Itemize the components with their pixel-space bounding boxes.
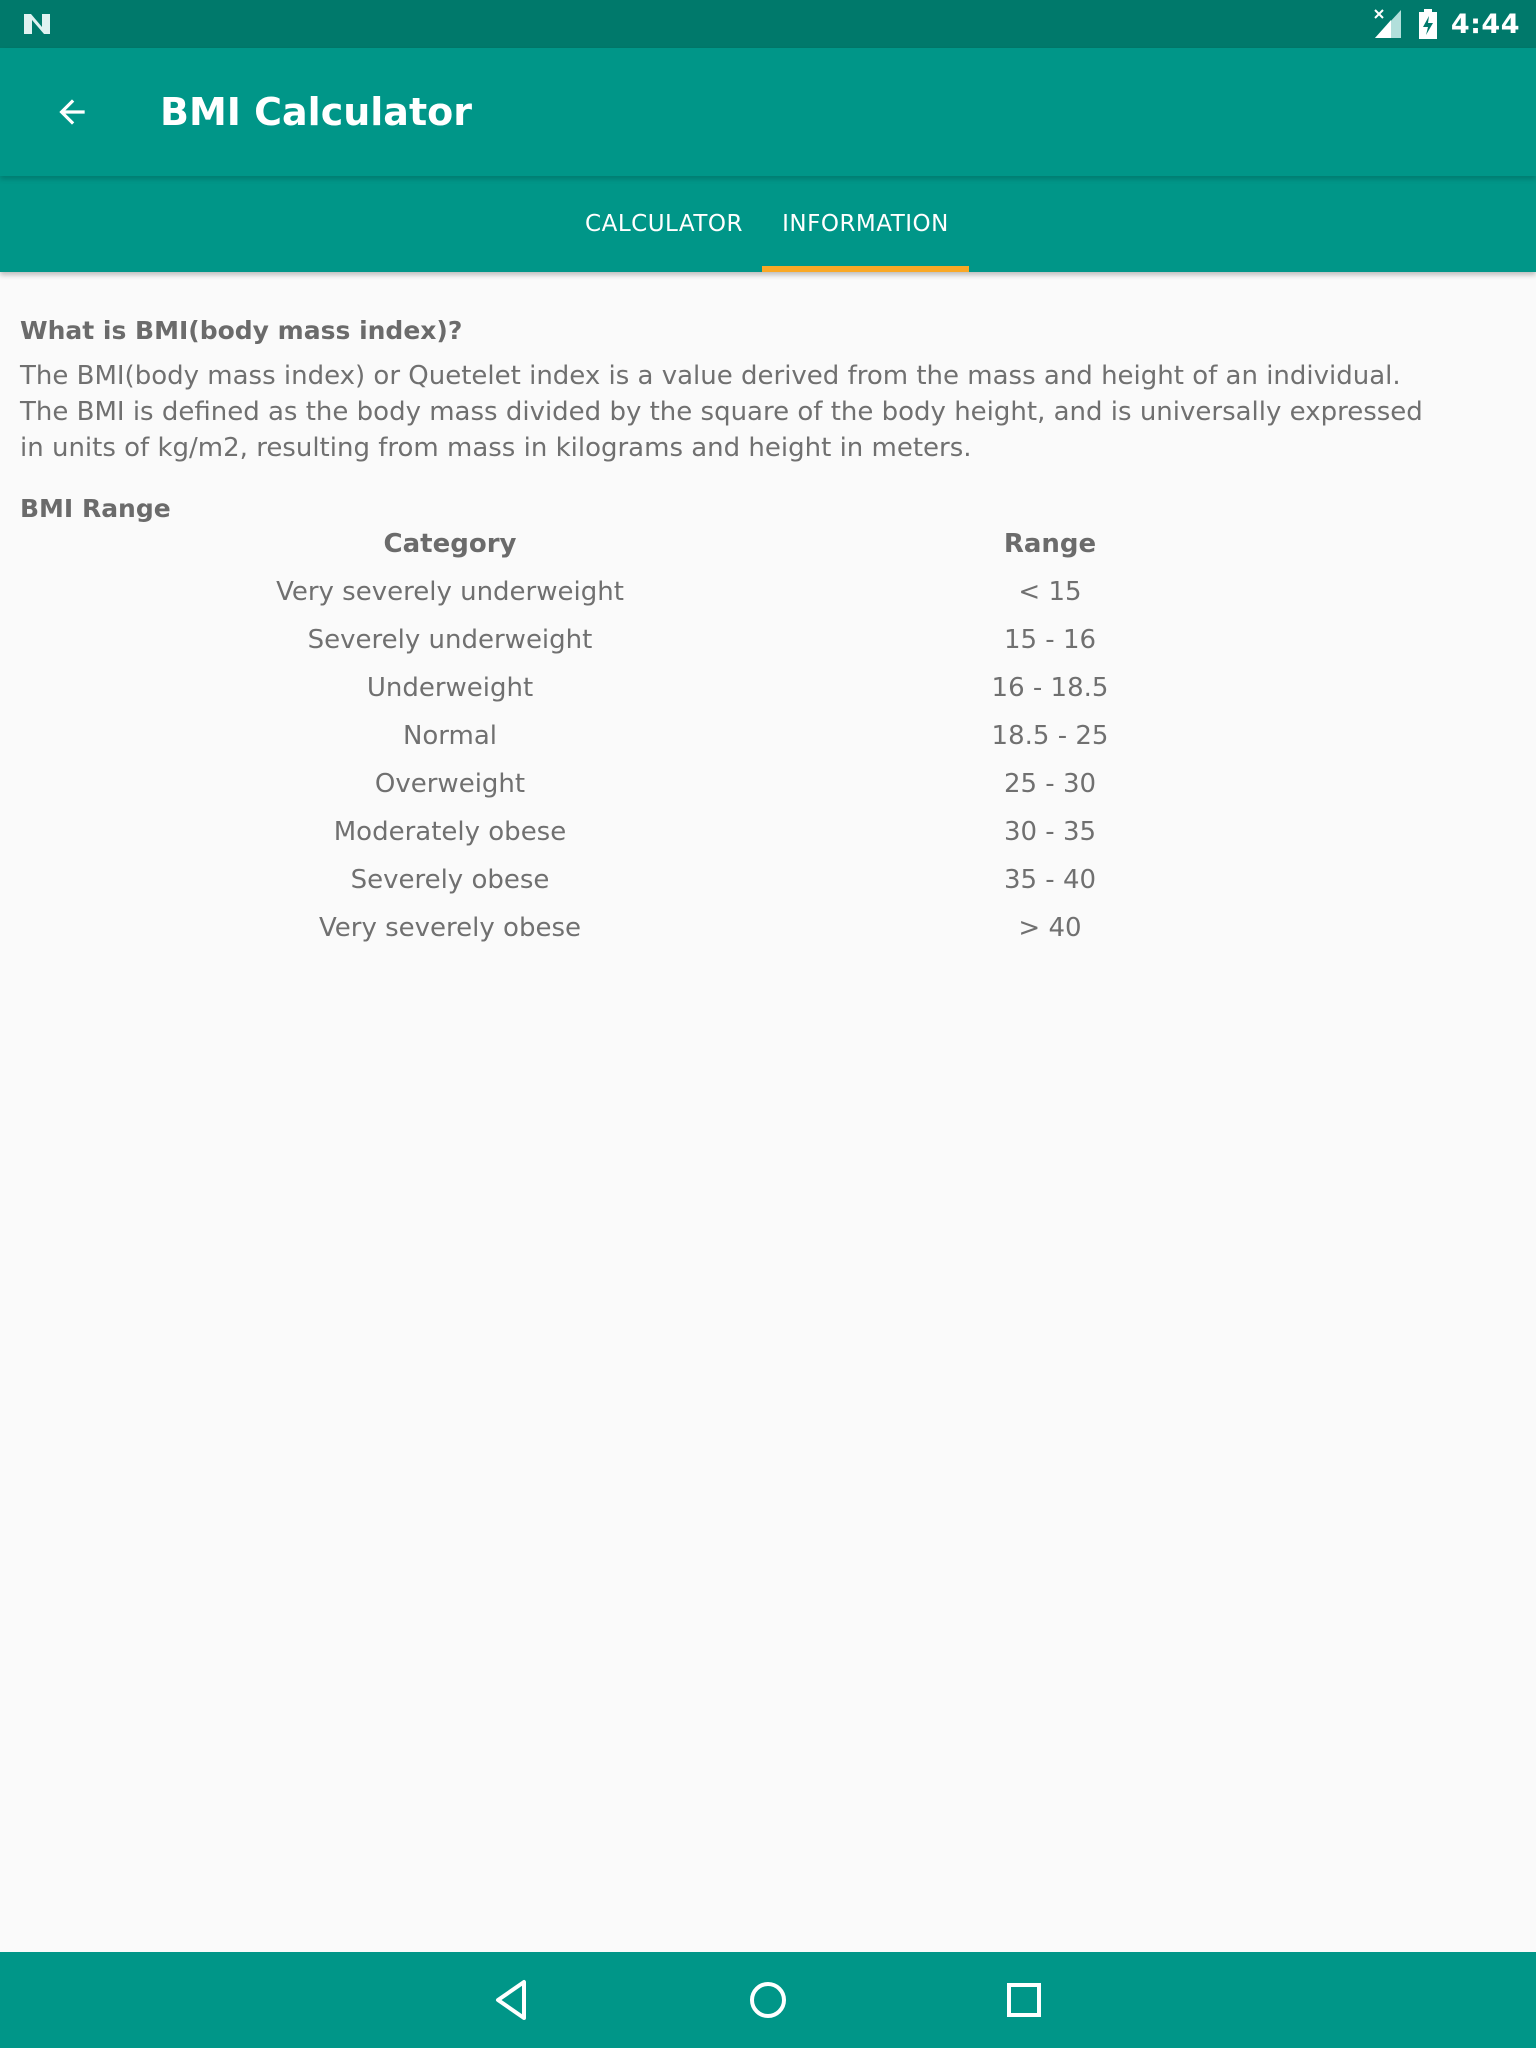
table-row (20, 616, 1450, 664)
system-navigation-bar (0, 1952, 1536, 2048)
range-cell: 35 - 40 (1003, 865, 1097, 895)
tab-calculator[interactable]: CALCULATOR (585, 211, 743, 237)
back-button[interactable] (36, 80, 108, 144)
status-time: 4:44 (1450, 8, 1520, 40)
tab-selected-indicator (762, 266, 969, 272)
range-cell: 25 - 30 (1003, 769, 1097, 799)
range-cell: > 40 (1018, 913, 1082, 943)
nav-recents-button[interactable] (994, 1970, 1054, 2030)
table-row (20, 808, 1450, 856)
bmi-range-table (20, 520, 1450, 952)
category-cell: Overweight (374, 769, 526, 799)
signal-no-data-icon (1371, 8, 1403, 40)
nav-home-button[interactable] (738, 1970, 798, 2030)
tab-bar (0, 176, 1536, 272)
column-header-range: Range (1003, 529, 1097, 559)
app-bar (0, 48, 1536, 176)
table-row (20, 712, 1450, 760)
category-cell: Severely underweight (307, 625, 593, 655)
nav-home-icon (748, 1980, 788, 2020)
table-header-row (20, 520, 1450, 568)
range-cell: 30 - 35 (1003, 817, 1097, 847)
range-cell: 15 - 16 (1003, 625, 1097, 655)
battery-charging-icon (1417, 8, 1439, 40)
page-title: BMI Calculator (160, 90, 472, 134)
nav-recents-icon (1006, 1982, 1042, 2018)
bmi-definition-text: The BMI(body mass index) or Quetelet index is a value derived from the mass and height of an individual. The BMI is defined as the body mass divided by the square of the body height, and is universally expressed in units of kg/m2, resulting from mass in kilograms and height in meters. (20, 361, 1423, 463)
category-cell: Very severely obese (319, 913, 581, 943)
notification-n-icon (22, 12, 52, 36)
table-row (20, 904, 1450, 952)
category-cell: Normal (402, 721, 498, 751)
table-row (20, 664, 1450, 712)
bmi-range-heading: BMI Range (20, 494, 171, 523)
arrow-back-icon (53, 93, 91, 131)
table-row (20, 856, 1450, 904)
information-content (20, 306, 1450, 943)
nav-back-icon (492, 1978, 532, 2022)
table-row (20, 568, 1450, 616)
column-header-category: Category (383, 529, 517, 559)
table-row (20, 760, 1450, 808)
category-cell: Moderately obese (333, 817, 567, 847)
status-bar (0, 0, 1536, 48)
bmi-definition-heading: What is BMI(body mass index)? (20, 316, 463, 345)
range-cell: < 15 (1018, 577, 1082, 607)
range-cell: 18.5 - 25 (991, 721, 1109, 751)
category-cell: Underweight (366, 673, 534, 703)
nav-back-button[interactable] (482, 1970, 542, 2030)
tab-information[interactable]: INFORMATION (782, 211, 949, 237)
category-cell: Very severely underweight (276, 577, 624, 607)
range-cell: 16 - 18.5 (991, 673, 1109, 703)
category-cell: Severely obese (350, 865, 550, 895)
